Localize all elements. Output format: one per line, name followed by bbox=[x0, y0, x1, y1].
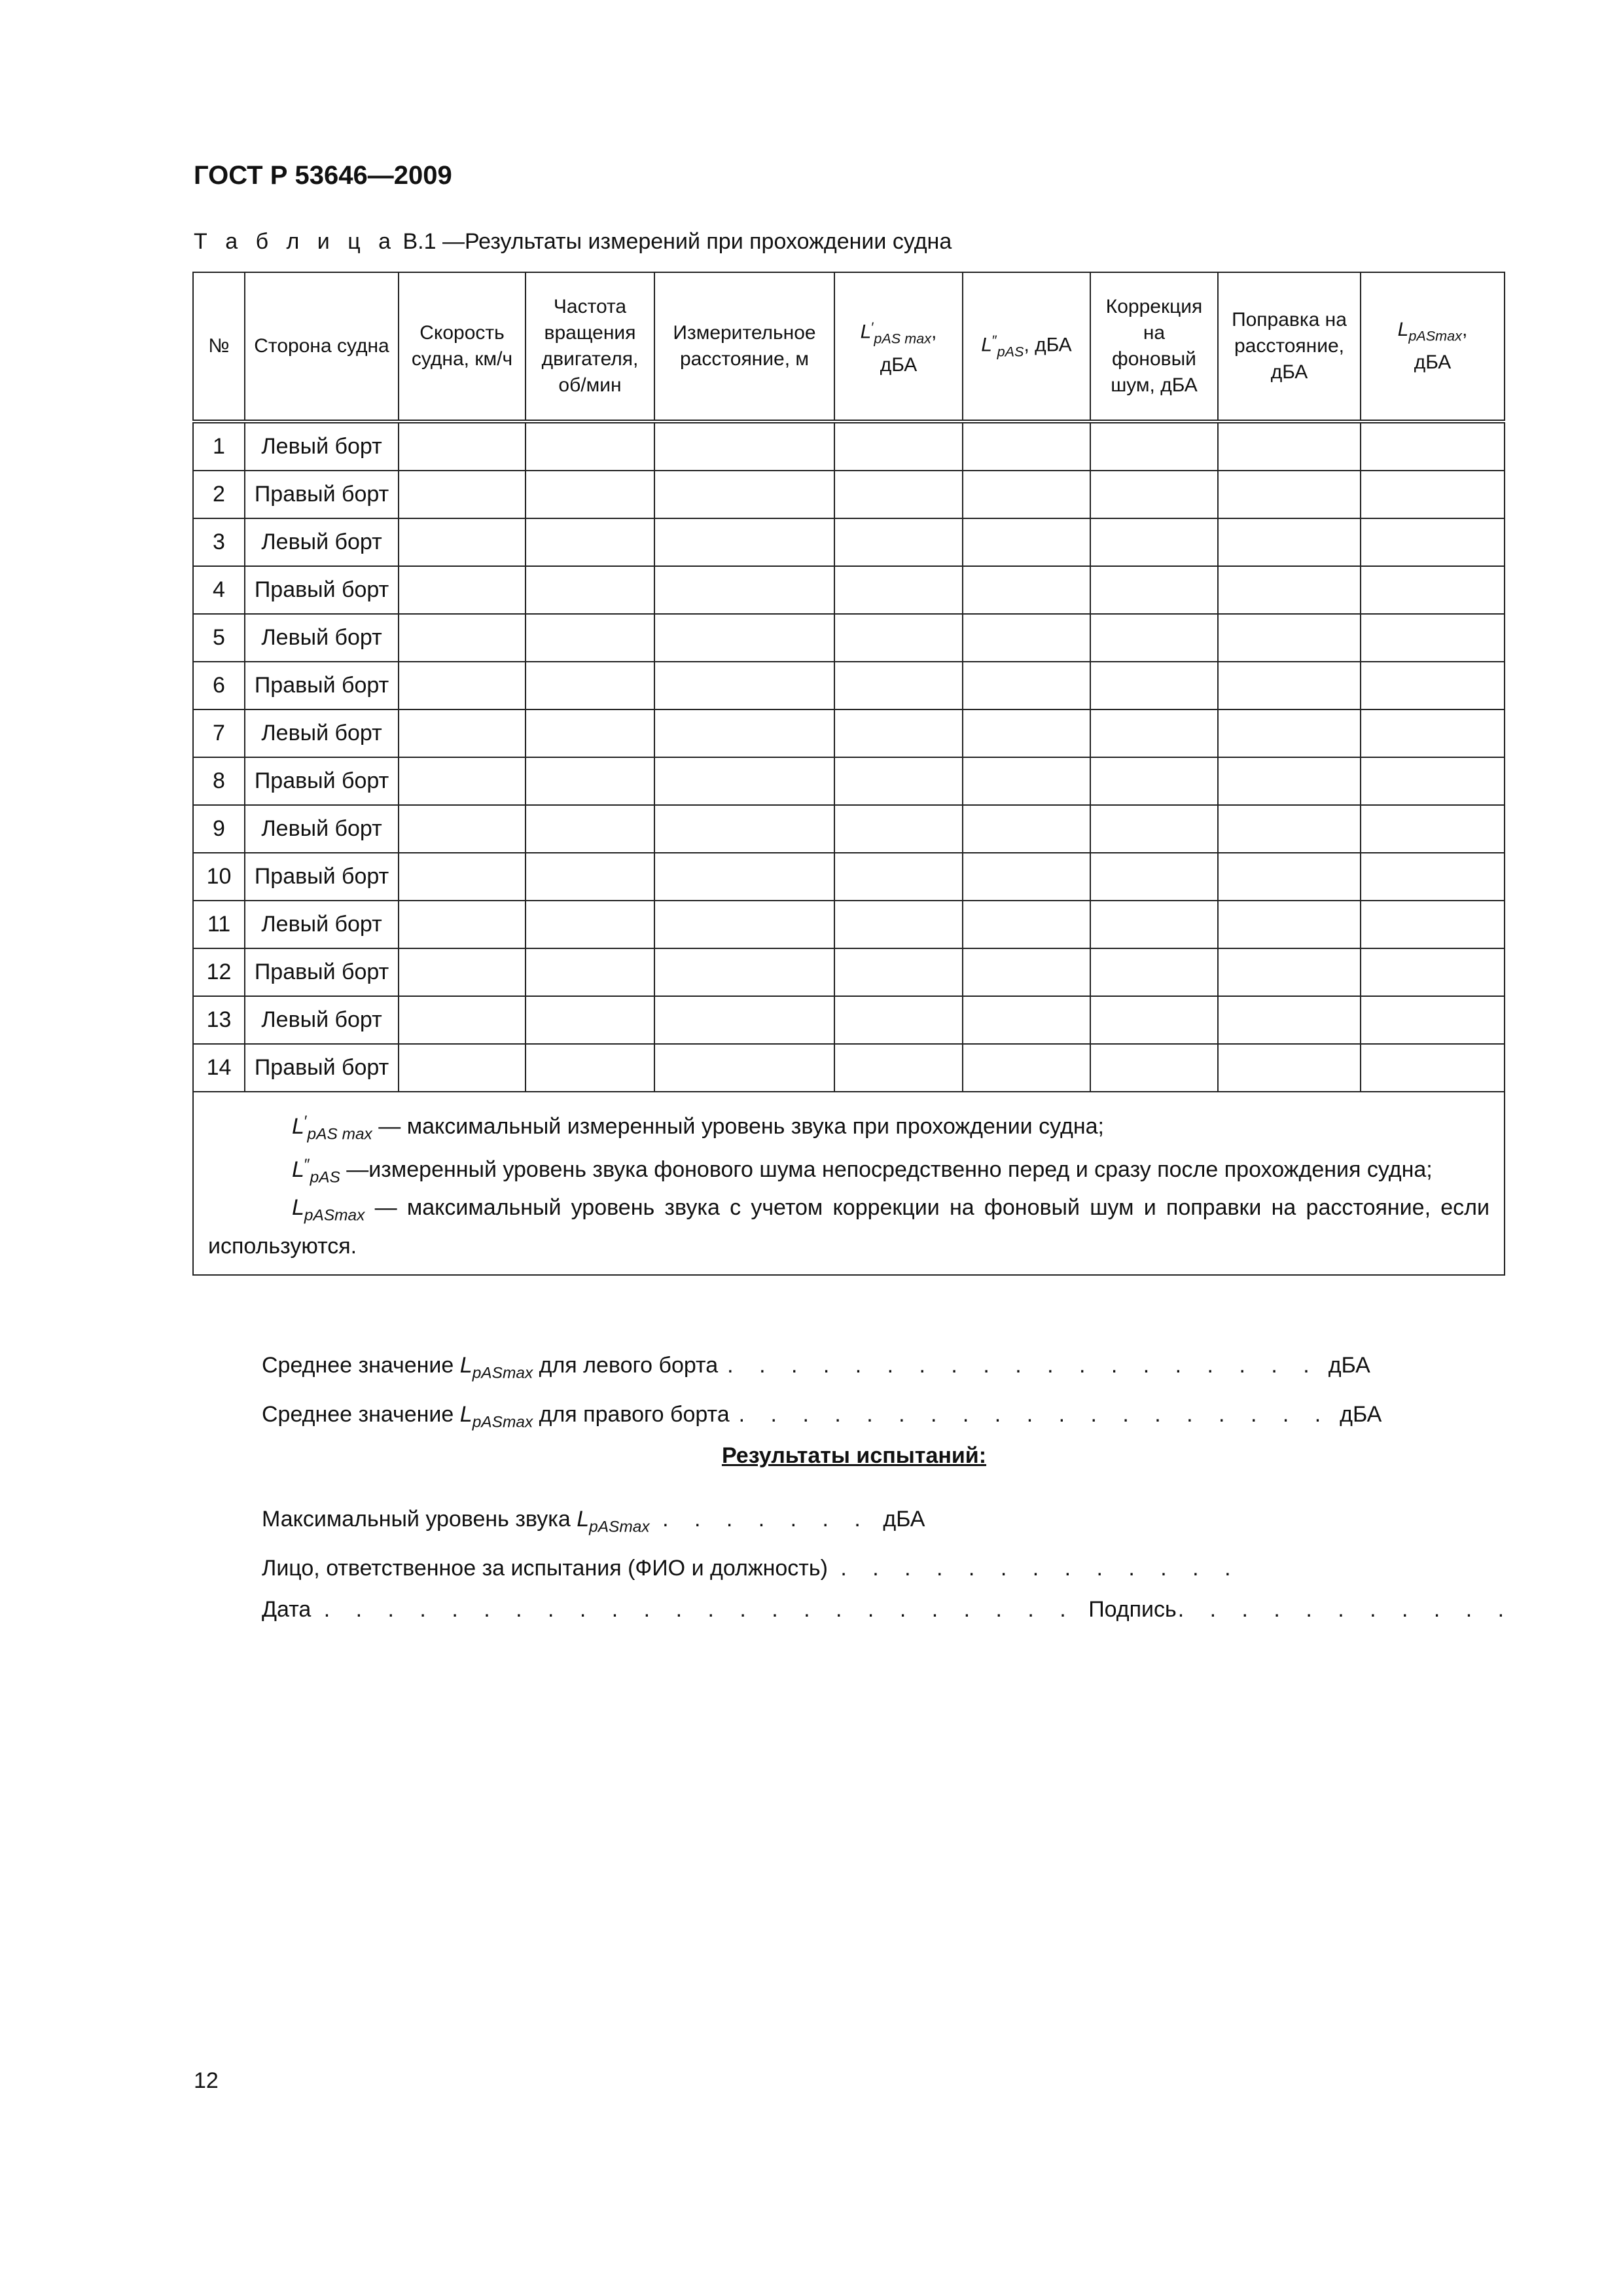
empty-cell[interactable] bbox=[1218, 614, 1361, 662]
empty-cell[interactable] bbox=[1361, 518, 1505, 566]
empty-cell[interactable] bbox=[963, 853, 1090, 901]
col-header-side: Сторона судна bbox=[245, 272, 399, 422]
empty-cell[interactable] bbox=[1361, 1044, 1505, 1092]
table-caption-text: В.1 —Результаты измерений при прохождении судна bbox=[402, 229, 952, 254]
table-row bbox=[193, 422, 1505, 471]
table-row bbox=[193, 566, 1505, 614]
average-left-dots: . . . . . . . . . . . . . . . . . . . bbox=[727, 1353, 1319, 1378]
empty-cell[interactable] bbox=[654, 518, 834, 566]
table-row bbox=[193, 614, 1505, 662]
empty-cell[interactable] bbox=[1218, 757, 1361, 805]
row-side: Правый борт bbox=[245, 948, 399, 996]
row-number: 10 bbox=[193, 853, 245, 901]
empty-cell[interactable] bbox=[526, 422, 654, 471]
row-number: 1 bbox=[193, 422, 245, 471]
notes-row bbox=[193, 1092, 1505, 1275]
table-body bbox=[193, 422, 1505, 1092]
average-right-dots: . . . . . . . . . . . . . . . . . . . bbox=[738, 1401, 1331, 1427]
empty-cell[interactable] bbox=[963, 948, 1090, 996]
empty-cell[interactable] bbox=[1090, 901, 1218, 948]
empty-cell[interactable] bbox=[963, 614, 1090, 662]
empty-cell[interactable] bbox=[1361, 566, 1505, 614]
row-side: Левый борт bbox=[245, 709, 399, 757]
empty-cell[interactable] bbox=[834, 471, 963, 518]
empty-cell[interactable] bbox=[654, 996, 834, 1044]
row-side: Правый борт bbox=[245, 566, 399, 614]
average-right-unit: дБА bbox=[1340, 1401, 1382, 1427]
empty-cell[interactable] bbox=[1361, 853, 1505, 901]
row-number: 14 bbox=[193, 1044, 245, 1092]
empty-cell[interactable] bbox=[963, 709, 1090, 757]
empty-cell[interactable] bbox=[1090, 709, 1218, 757]
empty-cell[interactable] bbox=[834, 805, 963, 853]
empty-cell[interactable] bbox=[526, 518, 654, 566]
empty-cell[interactable] bbox=[654, 805, 834, 853]
col-header-lpas-max-prime: $L'_{pAS max}$, дБА bbox=[834, 272, 963, 422]
empty-cell[interactable] bbox=[963, 1044, 1090, 1092]
empty-cell[interactable] bbox=[834, 853, 963, 901]
empty-cell[interactable] bbox=[1361, 757, 1505, 805]
empty-cell[interactable] bbox=[834, 566, 963, 614]
empty-cell[interactable] bbox=[399, 948, 526, 996]
table-row bbox=[193, 757, 1505, 805]
empty-cell[interactable] bbox=[1218, 518, 1361, 566]
empty-cell[interactable] bbox=[963, 422, 1090, 471]
results-title: Результаты испытаний: bbox=[721, 1443, 987, 1468]
table-row bbox=[193, 471, 1505, 518]
empty-cell[interactable] bbox=[834, 662, 963, 709]
empty-cell[interactable] bbox=[654, 948, 834, 996]
empty-cell[interactable] bbox=[834, 996, 963, 1044]
empty-cell[interactable] bbox=[1090, 948, 1218, 996]
col-header-rpm: Частота вращения двигателя, об/мин bbox=[526, 272, 654, 422]
empty-cell[interactable] bbox=[1361, 614, 1505, 662]
empty-cell[interactable] bbox=[963, 662, 1090, 709]
row-number: 2 bbox=[193, 471, 245, 518]
empty-cell[interactable] bbox=[1361, 948, 1505, 996]
empty-cell[interactable] bbox=[526, 662, 654, 709]
empty-cell[interactable] bbox=[654, 853, 834, 901]
row-number: 11 bbox=[193, 901, 245, 948]
row-number: 12 bbox=[193, 948, 245, 996]
empty-cell[interactable] bbox=[399, 662, 526, 709]
row-number: 5 bbox=[193, 614, 245, 662]
page-number: 12 bbox=[194, 2068, 219, 2093]
row-side: Левый борт bbox=[245, 422, 399, 471]
empty-cell[interactable] bbox=[963, 996, 1090, 1044]
empty-cell[interactable] bbox=[1090, 422, 1218, 471]
row-side: Правый борт bbox=[245, 853, 399, 901]
empty-cell[interactable] bbox=[526, 805, 654, 853]
empty-cell[interactable] bbox=[1090, 805, 1218, 853]
row-side: Правый борт bbox=[245, 471, 399, 518]
empty-cell[interactable] bbox=[1361, 901, 1505, 948]
table-row bbox=[193, 853, 1505, 901]
empty-cell[interactable] bbox=[963, 901, 1090, 948]
row-side: Правый борт bbox=[245, 1044, 399, 1092]
empty-cell[interactable] bbox=[1218, 471, 1361, 518]
row-number: 6 bbox=[193, 662, 245, 709]
empty-cell[interactable] bbox=[1218, 566, 1361, 614]
empty-cell[interactable] bbox=[1090, 614, 1218, 662]
empty-cell[interactable] bbox=[654, 422, 834, 471]
row-number: 7 bbox=[193, 709, 245, 757]
results-table bbox=[192, 272, 1505, 1276]
empty-cell[interactable] bbox=[1090, 518, 1218, 566]
empty-cell[interactable] bbox=[526, 471, 654, 518]
empty-cell[interactable] bbox=[654, 566, 834, 614]
empty-cell[interactable] bbox=[834, 709, 963, 757]
empty-cell[interactable] bbox=[654, 757, 834, 805]
empty-cell[interactable] bbox=[399, 614, 526, 662]
empty-cell[interactable] bbox=[526, 1044, 654, 1092]
max-level-line: Максимальный уровень звука $L_{pASmax}$ . . . . . . . дБА bbox=[262, 1507, 925, 1536]
empty-cell[interactable] bbox=[1218, 996, 1361, 1044]
empty-cell[interactable] bbox=[1218, 948, 1361, 996]
empty-cell[interactable] bbox=[1218, 662, 1361, 709]
empty-cell[interactable] bbox=[1218, 901, 1361, 948]
row-side: Левый борт bbox=[245, 996, 399, 1044]
empty-cell[interactable] bbox=[526, 757, 654, 805]
empty-cell[interactable] bbox=[654, 471, 834, 518]
empty-cell[interactable] bbox=[963, 471, 1090, 518]
row-side: Правый борт bbox=[245, 662, 399, 709]
table-row bbox=[193, 996, 1505, 1044]
note-lpasmax: $L_{pASmax}$ — максимальный уровень звука с учетом коррекции на фоновый шум и поправки на расстояние, если используются. bbox=[208, 1195, 1489, 1259]
empty-cell[interactable] bbox=[1361, 662, 1505, 709]
row-side: Правый борт bbox=[245, 757, 399, 805]
note-lpas-max-prime: $L'_{pAS max}$ — максимальный измеренный уровень звука при прохождении судна; bbox=[292, 1113, 1104, 1143]
empty-cell[interactable] bbox=[834, 422, 963, 471]
empty-cell[interactable] bbox=[1090, 757, 1218, 805]
empty-cell[interactable] bbox=[834, 614, 963, 662]
empty-cell[interactable] bbox=[399, 757, 526, 805]
table-caption bbox=[194, 229, 952, 255]
empty-cell[interactable] bbox=[1090, 471, 1218, 518]
empty-cell[interactable] bbox=[399, 471, 526, 518]
empty-cell[interactable] bbox=[963, 518, 1090, 566]
empty-cell[interactable] bbox=[1361, 471, 1505, 518]
empty-cell[interactable] bbox=[1361, 709, 1505, 757]
empty-cell[interactable] bbox=[1361, 805, 1505, 853]
empty-cell[interactable] bbox=[526, 614, 654, 662]
table-row bbox=[193, 948, 1505, 996]
empty-cell[interactable] bbox=[526, 566, 654, 614]
row-number: 13 bbox=[193, 996, 245, 1044]
empty-cell[interactable] bbox=[654, 1044, 834, 1092]
empty-cell[interactable] bbox=[834, 948, 963, 996]
empty-cell[interactable] bbox=[526, 901, 654, 948]
table-header-row bbox=[193, 272, 1505, 422]
row-number: 8 bbox=[193, 757, 245, 805]
empty-cell[interactable] bbox=[963, 757, 1090, 805]
empty-cell[interactable] bbox=[1361, 996, 1505, 1044]
empty-cell[interactable] bbox=[399, 518, 526, 566]
row-number: 3 bbox=[193, 518, 245, 566]
empty-cell[interactable] bbox=[1090, 853, 1218, 901]
empty-cell[interactable] bbox=[1090, 662, 1218, 709]
empty-cell[interactable] bbox=[1218, 1044, 1361, 1092]
row-side: Левый борт bbox=[245, 901, 399, 948]
empty-cell[interactable] bbox=[834, 1044, 963, 1092]
table-row bbox=[193, 805, 1505, 853]
average-right-line: Среднее значение $L_{pASmax}$ для правого борта . . . . . . . . . . . . . . . . . . . дБА bbox=[262, 1394, 1221, 1443]
table-notes bbox=[193, 1092, 1505, 1275]
empty-cell[interactable] bbox=[1090, 1044, 1218, 1092]
document-id: ГОСТ Р 53646—2009 bbox=[194, 161, 452, 190]
table-row bbox=[193, 518, 1505, 566]
empty-cell[interactable] bbox=[399, 853, 526, 901]
date-signature-line: Дата . . . . . . . . . . . . . . . . . . . . . . . . Подпись. . . . . . . . . . . bbox=[262, 1596, 1514, 1622]
empty-cell[interactable] bbox=[963, 566, 1090, 614]
col-header-number: № bbox=[193, 272, 245, 422]
empty-cell[interactable] bbox=[654, 662, 834, 709]
col-header-background-correction: Коррекция на фоновый шум, дБА bbox=[1090, 272, 1218, 422]
empty-cell[interactable] bbox=[654, 901, 834, 948]
empty-cell[interactable] bbox=[399, 422, 526, 471]
empty-cell[interactable] bbox=[1218, 805, 1361, 853]
table-row bbox=[193, 1044, 1505, 1092]
table-caption-label: Т а б л и ц а bbox=[194, 229, 397, 254]
empty-cell[interactable] bbox=[963, 805, 1090, 853]
empty-cell[interactable] bbox=[526, 996, 654, 1044]
empty-cell[interactable] bbox=[399, 566, 526, 614]
row-side: Левый борт bbox=[245, 518, 399, 566]
empty-cell[interactable] bbox=[526, 853, 654, 901]
row-side: Левый борт bbox=[245, 805, 399, 853]
empty-cell[interactable] bbox=[526, 709, 654, 757]
row-side: Левый борт bbox=[245, 614, 399, 662]
empty-cell[interactable] bbox=[1218, 709, 1361, 757]
averages-block bbox=[262, 1345, 1382, 1443]
empty-cell[interactable] bbox=[399, 709, 526, 757]
col-header-speed: Скорость судна, км/ч bbox=[399, 272, 526, 422]
empty-cell[interactable] bbox=[1090, 996, 1218, 1044]
average-left-line: Среднее значение $L_{pASmax}$ для левого борта . . . . . . . . . . . . . . . . . . . дБА bbox=[262, 1345, 1221, 1394]
responsible-line: Лицо, ответственное за испытания (ФИО и должность) . . . . . . . . . . . . . bbox=[262, 1555, 1241, 1581]
empty-cell[interactable] bbox=[654, 614, 834, 662]
row-number: 9 bbox=[193, 805, 245, 853]
col-header-lpasmax: $L_{pASmax}$, дБА bbox=[1361, 272, 1505, 422]
col-header-distance-correction: Поправка на расстояние, дБА bbox=[1218, 272, 1361, 422]
table-row bbox=[193, 901, 1505, 948]
table-row bbox=[193, 709, 1505, 757]
empty-cell[interactable] bbox=[526, 948, 654, 996]
average-left-unit: дБА bbox=[1328, 1353, 1370, 1378]
empty-cell[interactable] bbox=[399, 1044, 526, 1092]
empty-cell[interactable] bbox=[834, 901, 963, 948]
note-lpas-dprime: $L''_{pAS}$ —измеренный уровень звука фонового шума непосредственно перед и сразу после прохождения судна; bbox=[292, 1155, 1433, 1187]
col-header-distance: Измерительное расстояние, м bbox=[654, 272, 834, 422]
empty-cell[interactable] bbox=[834, 757, 963, 805]
empty-cell[interactable] bbox=[1218, 422, 1361, 471]
table-row bbox=[193, 662, 1505, 709]
empty-cell[interactable] bbox=[654, 709, 834, 757]
empty-cell[interactable] bbox=[399, 805, 526, 853]
col-header-lpas-dprime: $L''_{pAS}$, дБА bbox=[963, 272, 1090, 422]
row-number: 4 bbox=[193, 566, 245, 614]
empty-cell[interactable] bbox=[1361, 422, 1505, 471]
empty-cell[interactable] bbox=[1218, 853, 1361, 901]
results-block bbox=[262, 1499, 1520, 1630]
empty-cell[interactable] bbox=[834, 518, 963, 566]
empty-cell[interactable] bbox=[1090, 566, 1218, 614]
empty-cell[interactable] bbox=[399, 996, 526, 1044]
empty-cell[interactable] bbox=[399, 901, 526, 948]
